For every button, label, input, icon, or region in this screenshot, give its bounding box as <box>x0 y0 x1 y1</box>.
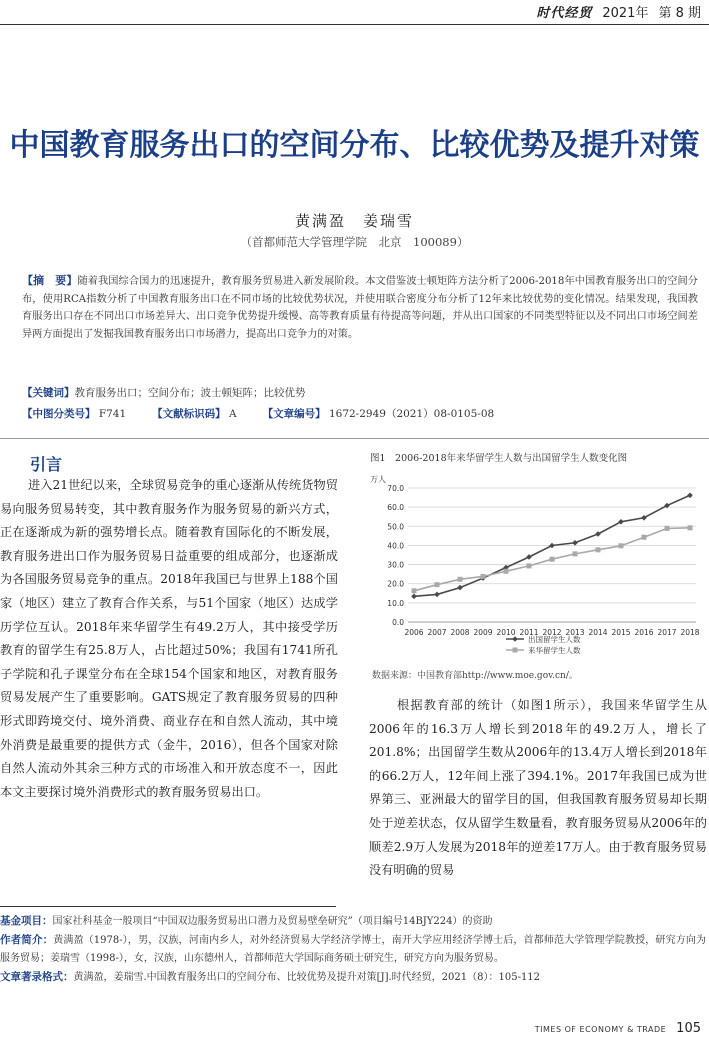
x-tick-label: 2013 <box>565 628 585 637</box>
abstract-text: 随着我国综合国力的迅速提升，教育服务贸易进入新发展阶段。本文借鉴波士顿矩阵方法分析了2006-2018年中国教育服务出口的空间分布，使用RCA指数分析了中国教育服务出口在不同市场的比较优势状况，并使用联合密度分布分析了12年来比较优势的变化情况。结果发现，我国教育服务出口存在不同出口市场差异大、出口竞争优势提升缓慢、高等教育质量有待提高等问题，并从出口国家的不同类型特征以及不同出口市场空间差异两方面提出了发掘我国教育服务出口市场潜力，提高出口竞争力的对策。 <box>22 276 698 340</box>
x-tick-label: 2017 <box>657 628 677 637</box>
intro-paragraph-2 <box>369 694 707 883</box>
keywords-label: 【关键词】 <box>22 387 75 399</box>
abstract <box>22 272 698 343</box>
data-point <box>458 577 463 582</box>
keywords-text: 教育服务出口；空间分布；波士顿矩阵；比较优势 <box>74 387 306 399</box>
y-tick-label: 0.0 <box>392 618 404 627</box>
x-tick-label: 2018 <box>680 628 700 637</box>
data-point <box>618 519 624 525</box>
data-point <box>412 588 417 593</box>
article-authors: 黄满盈 姜瑞雪 <box>294 212 414 230</box>
classification-line <box>22 406 494 421</box>
article-title: 中国教育服务出口的空间分布、比较优势及提升对策 <box>9 128 700 163</box>
footnote-divider <box>0 906 336 907</box>
data-point <box>411 594 417 600</box>
running-footer <box>535 1021 701 1036</box>
x-tick-label: 2009 <box>473 628 493 637</box>
paragraph-text: 根据教育部的统计（如图1所示），我国来华留学生从2006年的16.3万人增长到2018年的49.2万人，增长了201.8%；出国留学生数从2006年的13.4万人增长到2018年的66.2万人，12年间上涨了394.1%。2017年我国已成为世界第三、亚洲最大的留学目的国，但我国教育服务贸易却长期处于逆差状态，仅从留学生数量看，教育服务贸易从2006年的顺差2.9万人发展为2018年的逆差17万人。由于教育服务贸易没有明确的贸易 <box>369 698 707 878</box>
doccode-value: A <box>229 408 237 420</box>
figure-source: 数据来源：中国教育部http://www.moe.gov.cn/。 <box>372 671 578 681</box>
data-point <box>435 582 440 587</box>
x-tick-label: 2015 <box>611 628 631 637</box>
x-tick-label: 2011 <box>519 628 539 637</box>
paragraph-text: 进入21世纪以来，全球贸易竞争的重心逐渐从传统货物贸易向服务贸易转变，其中教育服务作为服务贸易的新兴方式，正在逐渐成为新的强势增长点。随着教育国际化的不断发展，教育服务进出口作为服务贸易日益重要的组成部分，也逐渐成为各国服务贸易竞争的重点。2018年我国已与世界上188个国家（地区）建立了教育合作关系，与51个国家（地区）达成学历学位互认。2018年来华留学生有49.2万人，其中接受学历教育的留学生有25.8万人，占比超过50%；我国有1741所孔子学院和孔子课堂分布在全球154个国家和地区，对教育服务贸易发展产生了重要影响。GATS规定了教育服务贸易的四种形式即跨境交付、境外消费、商业存在和自然人流动，其中境外消费是最重要的提供方式（金牛，2016），但各个国家对除自然人流动外其余三种方式的市场准入和开放态度不一，因此本文主要探讨境外消费形式的教育服务贸易出口。 <box>0 478 338 799</box>
running-header <box>536 0 701 22</box>
data-point <box>572 540 578 546</box>
fund-note <box>0 912 706 931</box>
data-point <box>573 551 578 556</box>
article-affiliation: （首都师范大学管理学院 北京 100089） <box>240 235 469 249</box>
x-tick-label: 2012 <box>542 628 562 637</box>
abstract-divider <box>0 438 709 439</box>
figure-caption: 图1 2006-2018年来华留学生人数与出国留学生人数变化图 <box>370 453 628 464</box>
legend-label: 出国留学生人数 <box>528 635 581 644</box>
x-tick-label: 2006 <box>404 628 424 637</box>
section-heading-intro: 引言 <box>30 455 63 474</box>
x-tick-label: 2010 <box>496 628 516 637</box>
y-tick-label: 30.0 <box>387 560 404 570</box>
x-tick-label: 2014 <box>588 628 608 637</box>
y-tick-label: 70.0 <box>387 484 404 493</box>
data-point <box>641 515 647 521</box>
y-tick-label: 50.0 <box>387 522 404 532</box>
data-point <box>688 525 693 530</box>
data-point <box>457 585 463 591</box>
citation-text: 黄满盈，姜瑞雪.中国教育服务出口的空间分布、比较优势及提升对策[J].时代经贸，2021（8）：105-112 <box>73 972 541 983</box>
journal-issue: 第 8 期 <box>658 5 701 21</box>
citation-note <box>0 968 706 987</box>
data-point <box>595 531 601 537</box>
data-point <box>549 543 555 549</box>
data-point <box>526 554 532 560</box>
magazine-name: TIMES OF ECONOMY & TRADE <box>534 1025 667 1034</box>
data-point <box>434 592 440 598</box>
y-tick-label: 10.0 <box>387 598 404 608</box>
fund-label: 基金项目： <box>0 915 53 927</box>
data-point <box>619 543 624 548</box>
journal-name: 时代经贸 <box>536 5 593 21</box>
y-tick-label: 20.0 <box>387 579 404 589</box>
x-tick-label: 2016 <box>634 628 654 637</box>
legend-marker <box>513 648 518 653</box>
data-point <box>550 557 555 562</box>
articleno-value: 1672-2949（2021）08-0105-08 <box>328 408 495 420</box>
clc-value: F741 <box>98 408 127 420</box>
footnotes <box>0 912 706 987</box>
data-point <box>596 547 601 552</box>
y-tick-label: 60.0 <box>387 503 404 513</box>
page-number: 105 <box>676 1021 701 1036</box>
y-tick-label: 40.0 <box>387 541 404 551</box>
articleno-label: 【文章编号】 <box>262 408 326 420</box>
keywords-line <box>22 385 306 400</box>
fund-text: 国家社科基金一般项目“中国双边服务贸易出口潜力及贸易壁垒研究”（项目编号14BJY224）的资助 <box>52 916 493 927</box>
clc-label: 【中图分类号】 <box>22 408 96 420</box>
data-point <box>481 574 486 579</box>
doccode-label: 【文献标识码】 <box>152 408 226 420</box>
intro-paragraph-1 <box>0 474 338 804</box>
data-point <box>665 526 670 531</box>
author-text: 黄满盈（1978-），男，汉族，河南内乡人，对外经济贸易大学经济学博士，南开大学应用经济学博士后，首都师范大学管理学院教授，研究方向为服务贸易；姜瑞雪（1998-），女，汉族，山东德州人，首都师范大学国际商务硕士研究生，研究方向为服务贸易。 <box>0 935 707 964</box>
abstract-label: 【摘 要】 <box>22 274 78 287</box>
author-label: 作者简介： <box>0 934 54 946</box>
legend-label: 来华留学生人数 <box>528 646 581 655</box>
data-point <box>642 535 647 540</box>
data-point <box>687 492 693 498</box>
y-axis-unit-label: 万人 <box>370 475 386 484</box>
x-tick-label: 2007 <box>427 628 447 637</box>
x-tick-label: 2008 <box>450 628 470 637</box>
data-point <box>504 569 509 574</box>
line-chart <box>366 468 706 666</box>
journal-year: 2021年 <box>602 5 649 21</box>
legend-marker <box>512 636 518 642</box>
citation-label: 文章著录格式： <box>0 971 74 983</box>
author-note <box>0 931 706 968</box>
header-divider <box>0 24 709 25</box>
data-point <box>527 563 532 568</box>
